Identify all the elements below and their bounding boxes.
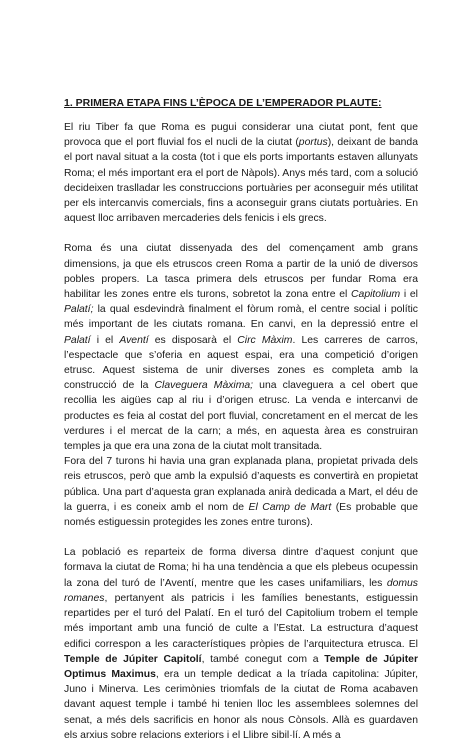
- italic-term: portus: [298, 137, 328, 149]
- paragraph-4: [64, 545, 418, 743]
- text-run: La població es reparteix de forma diversa dintre d’aquest conjunt que formava la ciutat de Roma; hi ha una tendència a que els plebeus ocupessin la zona del turó de l’Aventí, mentre que les cases unifamiliars, les: [64, 547, 418, 589]
- italic-term: Capitolium: [351, 289, 401, 301]
- text-run: Fora del 7 turons hi havia una gran explanada plana, propietat privada dels reis etruscos, però que amb la expulsió d’aquests es convertirà en propietat pública. Una part d’aquesta gran explanada anirà dedicada a Mart, el déu de la guerra, i es coneix amb el nom de: [64, 456, 418, 513]
- text-run: i el: [90, 334, 120, 346]
- text-run: , també conegut com a: [201, 653, 325, 665]
- text-run: , era un temple dedicat a la tríada capitolina: Júpiter, Juno i Minerva. Les cerimònies triomfals de la ciutat de Roma acabaven davant aquest temple i també hi tenien lloc les assemblees solemnes del senat, a més dels sacrificis en honor als nous Cònsols. Allà es guardaven els arxius sobre relacions exteriors i el Llibre sibil·lí. A més a: [64, 668, 418, 741]
- text-run: i el: [400, 289, 418, 301]
- paragraph-gap: [64, 226, 418, 241]
- italic-term: Palatí: [64, 334, 91, 346]
- text-run: la qual esdevindrà finalment el fòrum romà, el centre social i polític més important de les ciutats romana. En canvi, en la depressió entre el: [64, 304, 418, 331]
- bold-term: Temple de Júpiter Optimus Maximus: [64, 653, 418, 680]
- text-run: . Les carreres de carros, l’espectacle que s’oferia en aquest espai, era una competició d’origen etrusc. Aquest sistema de unir diverses zones es completa amb la construcció de la: [64, 334, 419, 392]
- italic-term: El Camp de Mart: [248, 501, 332, 513]
- text-run: Roma és una ciutat dissenyada des del començament amb grans dimensions, ja que els etruscos creen Roma a partir de la unió de diversos pobles propers. La tasca primera dels etruscos per fundar Roma era habilitar les zones entre els turons, sobretot la zona entre el: [64, 243, 418, 301]
- italic-term: Aventí: [119, 334, 149, 346]
- italic-term: Circ Màxim: [237, 334, 293, 346]
- paragraph-1: [64, 120, 418, 226]
- text-run: (Es probable que només estiguessin protegides les zones entre turons).: [64, 501, 418, 529]
- italic-term: Claveguera Màxima;: [154, 380, 254, 392]
- text-run: El riu Tiber fa que Roma es pugui considerar una ciutat pont, fent que provoca que el port fluvial fos el nucli de la ciutat (: [64, 122, 418, 149]
- bold-term: Temple de Júpiter Capitolí: [64, 653, 202, 665]
- section-heading: 1. PRIMERA ETAPA FINS L’ÈPOCA DE L’EMPERADOR PLAUTE:: [64, 97, 382, 109]
- paragraph-2: [64, 241, 418, 454]
- text-run: ), deixant de banda el port naval situat a la costa (tot i que els ports importants estaven allunyats Roma; el més important era el port de Nàpols). Anys més tard, com a solució decideixen traslladar les construccions portuàries per aconseguir més utilitat per els intercanvis comercials, fins a aconseguir grans ciutats portuàries. En aquest lloc arribaven mercaderies dels fenicis i els grecs.: [64, 137, 419, 225]
- text-run: , pertanyent als patricis i les famílies benestants, estiguessin repartides per el turó del Palatí. En el turó del Capitolium trobem el temple més important amb una funció de culte a l’Estat. La estructura d’aquest edifici correspon a les característiques pròpies de l’arquitectura etrusca. El: [64, 592, 418, 650]
- text-run: es disposarà el: [148, 334, 238, 346]
- text-run: una claveguera a cel obert que recollia les aigües cap al riu i d’origen etrusc. La venda e intercanvi de productes es feia al costat del port fluvial, concretament en el mercat de les verdures i el mercat de la carn; a més, en aquesta àrea es construiran temples ja que era una zona de la ciutat molt transitada.: [64, 380, 418, 453]
- italic-term: Palatí;: [64, 304, 94, 316]
- paragraph-3: [64, 454, 418, 530]
- paragraph-gap: [64, 530, 418, 545]
- italic-term: domus romanes: [64, 577, 418, 604]
